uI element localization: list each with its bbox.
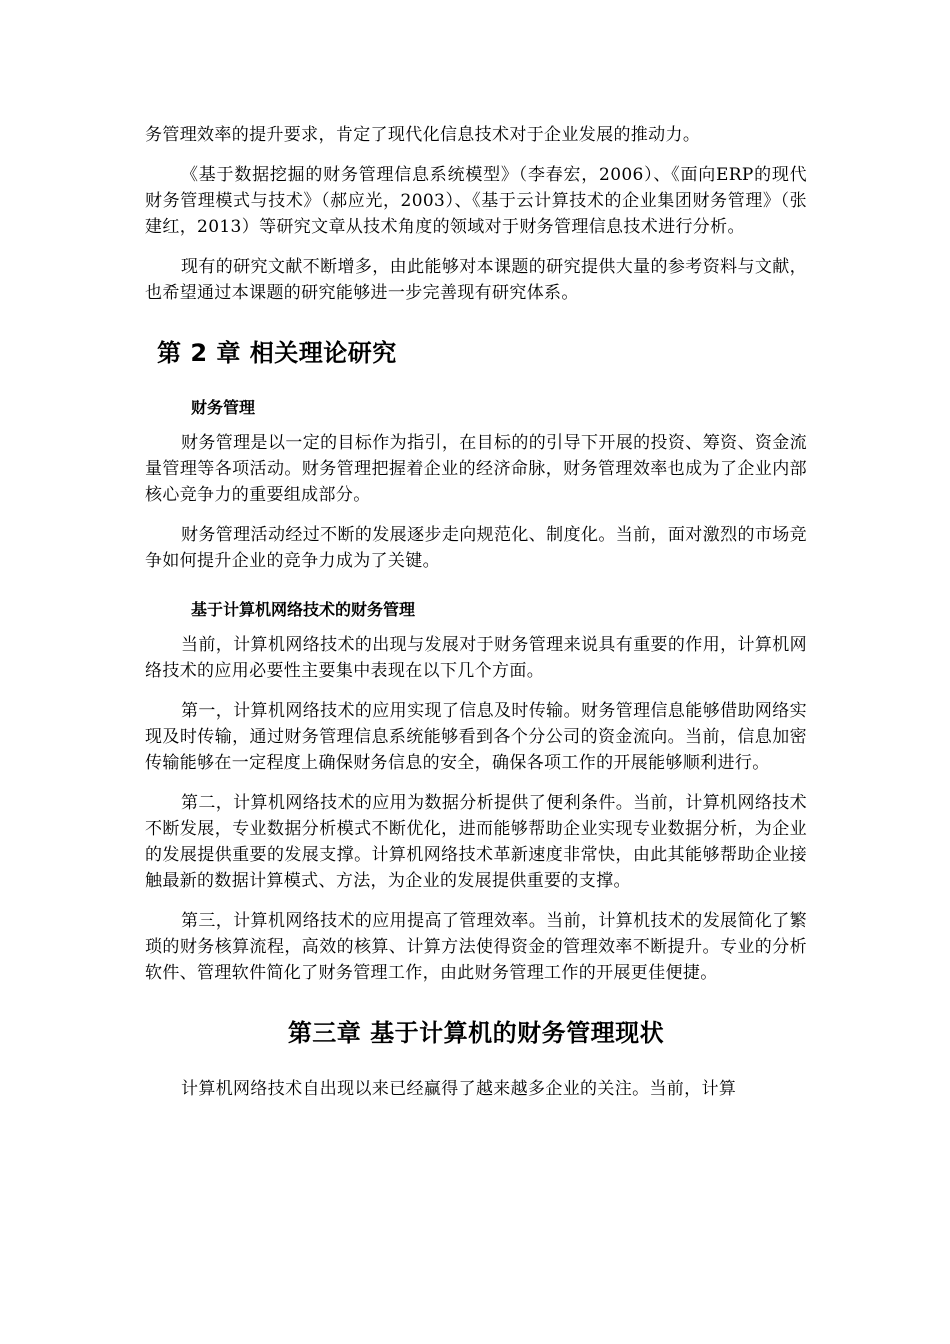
paragraph-financial-management-development: 财务管理活动经过不断的发展逐步走向规范化、制度化。当前，面对激烈的市场竞争如何提升企业的竞争力成为了关键。	[145, 525, 807, 571]
section-financial-management-heading: 财务管理	[191, 398, 256, 417]
paragraph-references: 《基于数据挖掘的财务管理信息系统模型》（李春宏，2006）、《面向ERP的现代财务管理模式与技术》（郝应光，2003）、《基于云计算技术的企业集团财务管理》（张建红，2013）等研究文章从技术角度的领域对于财务管理信息技术进行分析。	[145, 165, 807, 237]
chapter-2-heading: 第 2 章 相关理论研究	[157, 339, 397, 367]
page-content	[145, 122, 807, 1102]
paragraph-literature-summary: 现有的研究文献不断增多，由此能够对本课题的研究提供大量的参考资料与文献，也希望通过本课题的研究能够进一步完善现有研究体系。	[145, 257, 807, 303]
paragraph-chapter-3-intro: 计算机网络技术自出现以来已经赢得了越来越多企业的关注。当前，计算	[181, 1079, 737, 1099]
section-network-financial-management-heading: 基于计算机网络技术的财务管理	[191, 600, 416, 619]
paragraph-network-importance: 当前，计算机网络技术的出现与发展对于财务管理来说具有重要的作用，计算机网络技术的应用必要性主要集中表现在以下几个方面。	[145, 635, 807, 681]
chapter-3-heading: 第三章 基于计算机的财务管理现状	[287, 1019, 665, 1047]
paragraph-financial-management-definition: 财务管理是以一定的目标作为指引，在目标的的引导下开展的投资、筹资、资金流量管理等各项活动。财务管理把握着企业的经济命脉，财务管理效率也成为了企业内部核心竞争力的重要组成部分。	[145, 433, 807, 505]
paragraph-point-three: 第三，计算机网络技术的应用提高了管理效率。当前，计算机技术的发展简化了繁琐的财务核算流程，高效的核算、计算方法使得资金的管理效率不断提升。专业的分析软件、管理软件简化了财务管理工作，由此财务管理工作的开展更佳便捷。	[145, 911, 807, 983]
paragraph-point-one: 第一，计算机网络技术的应用实现了信息及时传输。财务管理信息能够借助网络实现及时传输，通过财务管理信息系统能够看到各个分公司的资金流向。当前，信息加密传输能够在一定程度上确保财务信息的安全，确保各项工作的开展能够顺利进行。	[145, 701, 807, 773]
paragraph-point-two: 第二，计算机网络技术的应用为数据分析提供了便利条件。当前，计算机网络技术不断发展，专业数据分析模式不断优化，进而能够帮助企业实现专业数据分析，为企业的发展提供重要的发展支撑。计算机网络技术革新速度非常快，由此其能够帮助企业接触最新的数据计算模式、方法，为企业的发展提供重要的支撑。	[145, 793, 807, 891]
paragraph-intro-end: 务管理效率的提升要求，肯定了现代化信息技术对于企业发展的推动力。	[145, 125, 701, 145]
